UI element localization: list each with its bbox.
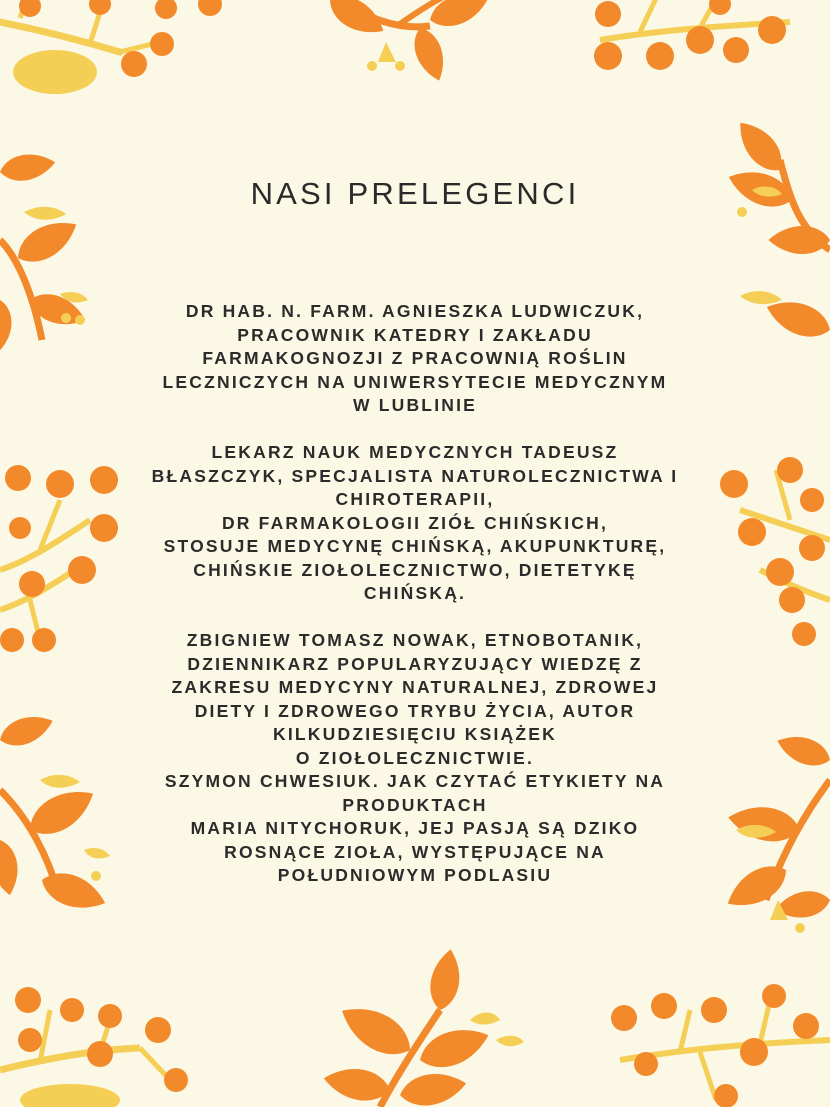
text-line: ROSNĄCE ZIOŁA, WYSTĘPUJĄCE NA xyxy=(224,841,606,862)
text-line: CHIŃSKĄ. xyxy=(363,583,467,603)
berry-branch-top-left xyxy=(0,0,222,94)
text-line: SZYMON CHWESIUK. JAK CZYTAĆ ETYKIETY NA xyxy=(164,771,666,791)
text-line: O ZIOŁOLECZNICTWIE. xyxy=(295,747,535,768)
speaker-block-blaszczyk xyxy=(130,441,700,606)
text-line: ZBIGNIEW TOMASZ NOWAK, ETNOBOTANIK, xyxy=(186,630,644,650)
berry-branch-left-middle xyxy=(0,465,118,652)
text-line: DZIENNIKARZ POPULARYZUJĄCY WIEDZĘ Z xyxy=(187,653,643,674)
berry-branch-bottom-left xyxy=(0,987,188,1107)
berry-branch-top-right xyxy=(594,0,790,70)
leaf-branch-top-center xyxy=(323,0,493,85)
text-line: DR FARMAKOLOGII ZIÓŁ CHIŃSKICH, xyxy=(221,512,609,533)
speaker-block-ludwiczuk xyxy=(130,300,700,418)
berry-branch-right-middle xyxy=(720,457,830,646)
leaf-branch-bottom-center xyxy=(321,947,524,1107)
leaf-branch-right-upper xyxy=(724,114,830,345)
leaf-branch-left-lower xyxy=(0,709,110,918)
text-line: ZAKRESU MEDYCYNY NATURALNEJ, ZDROWEJ xyxy=(171,677,659,697)
text-line: KILKUDZIESIĘCIU KSIĄŻEK xyxy=(273,724,557,744)
text-line: W LUBLINIE xyxy=(352,395,478,415)
berry-branch-bottom-right xyxy=(611,984,830,1107)
text-line: DR HAB. N. FARM. AGNIESZKA LUDWICZUK, xyxy=(185,301,645,321)
text-line: CHIROTERAPII, xyxy=(335,489,495,509)
text-line: PRODUKTACH xyxy=(342,794,488,815)
text-line: DIETY I ZDROWEGO TRYBU ŻYCIA, AUTOR xyxy=(194,700,636,721)
text-line: LEKARZ NAUK MEDYCZNYCH TADEUSZ xyxy=(211,442,619,462)
text-line: FARMAKOGNOZJI Z PRACOWNIĄ ROŚLIN xyxy=(202,348,628,368)
text-line: CHIŃSKIE ZIOŁOLECZNICTWO, DIETETYKĘ xyxy=(193,559,637,580)
text-line: POŁUDNIOWYM PODLASIU xyxy=(277,865,553,885)
leaf-branch-right-lower xyxy=(720,729,830,933)
text-line: LECZNICZYCH NA UNIWERSYTECIE MEDYCZNYM xyxy=(162,371,668,392)
text-line: MARIA NITYCHORUK, JEJ PASJĄ SĄ DZIKO xyxy=(190,818,640,838)
text-line: BŁASZCZYK, SPECJALISTA NATUROLECZNICTWA I xyxy=(151,465,679,486)
speakers-list xyxy=(130,300,700,888)
page-title: NASI PRELEGENCI xyxy=(250,176,580,211)
text-line: PRACOWNIK KATEDRY I ZAKŁADU xyxy=(237,324,593,345)
text-line: STOSUJE MEDYCYNĘ CHIŃSKĄ, AKUPUNKTURĘ, xyxy=(163,536,667,556)
speaker-block-nowak-chwesiuk-nitychoruk xyxy=(130,629,700,888)
